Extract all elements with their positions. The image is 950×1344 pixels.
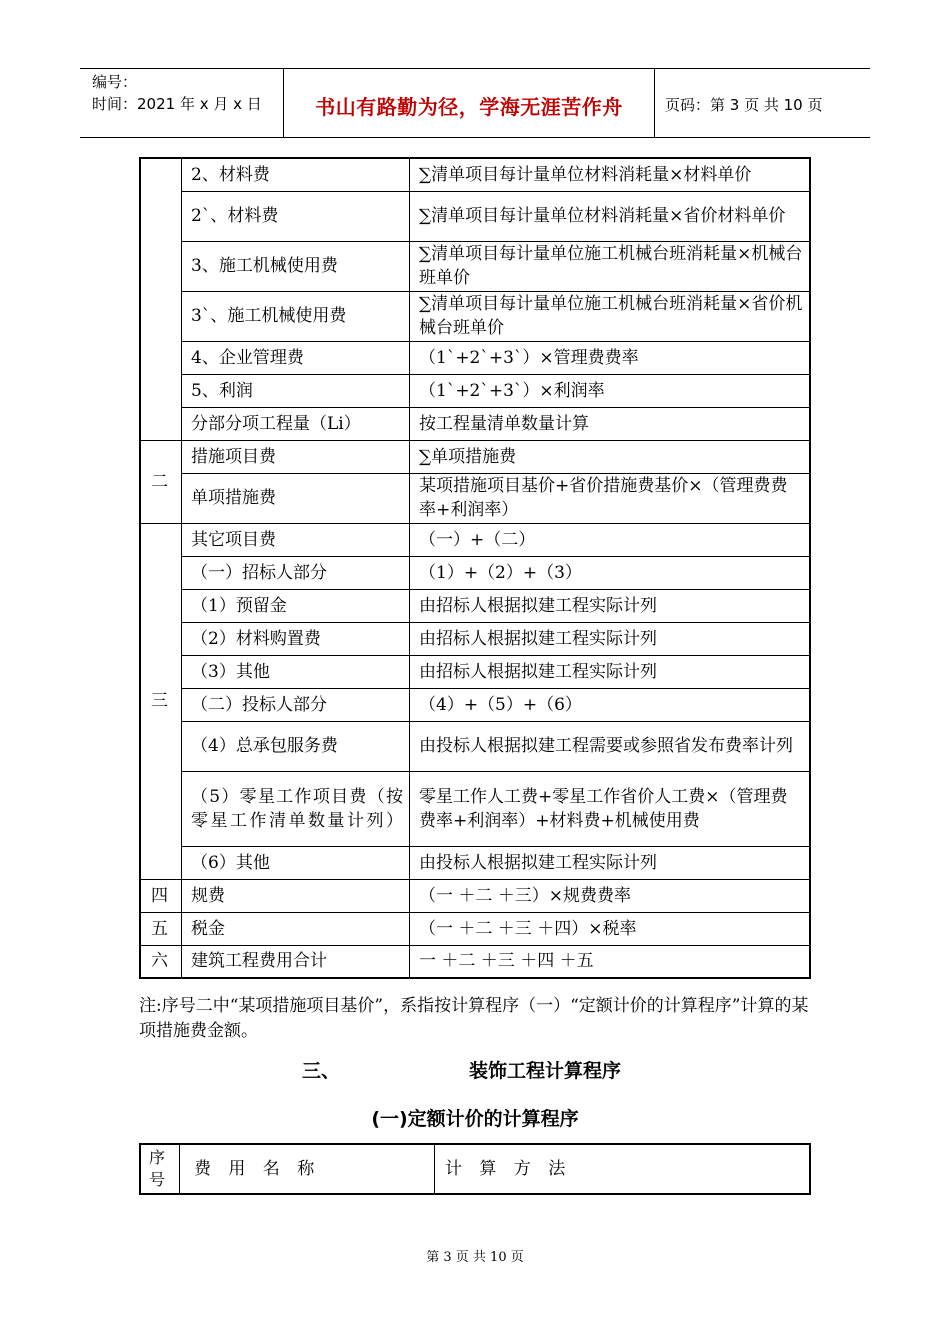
table-row bbox=[140, 158, 810, 191]
calc-method: ∑清单项目每计量单位施工机械台班消耗量×省价机械台班单价 bbox=[410, 291, 811, 341]
header-page-cell bbox=[655, 69, 870, 137]
calc-method: （1`+2`+3`）×管理费费率 bbox=[410, 341, 811, 374]
calc-method: 由投标人根据拟建工程实际计列 bbox=[410, 846, 811, 879]
header-motto-cell bbox=[284, 69, 655, 137]
fee-name: 单项措施费 bbox=[182, 473, 410, 523]
table-row bbox=[140, 771, 810, 846]
calc-method: （4）+（5）+（6） bbox=[410, 688, 811, 721]
fee-name: （二）投标人部分 bbox=[182, 688, 410, 721]
fee-name: 5、利润 bbox=[182, 374, 410, 407]
row-index: 五 bbox=[140, 912, 182, 945]
motto-text: 书山有路勤为径，学海无涯苦作舟 bbox=[315, 95, 623, 119]
row-index bbox=[140, 158, 182, 440]
table-note: 注:序号二中“某项措施项目基价”，系指按计算程序（一）“定额计价的计算程序”计算的某项措施费金额。 bbox=[139, 996, 809, 1041]
fee-name-text: （5）零星工作项目费（按零星工作清单数量计列） bbox=[191, 786, 403, 831]
header-fee-name: 费 用 名 称 bbox=[180, 1144, 435, 1194]
table-row bbox=[140, 341, 810, 374]
fee-name: 税金 bbox=[182, 912, 410, 945]
calc-method: （1`+2`+3`）×利润率 bbox=[410, 374, 811, 407]
table-row bbox=[140, 721, 810, 771]
fee-name: 3、施工机械使用费 bbox=[182, 241, 410, 291]
page-header bbox=[80, 68, 870, 138]
calc-method: 一 ＋二 ＋三 ＋四 ＋五 bbox=[410, 945, 811, 978]
calc-method: ∑单项措施费 bbox=[410, 440, 811, 473]
calc-method: 由招标人根据拟建工程实际计列 bbox=[410, 622, 811, 655]
fee-name: （一）招标人部分 bbox=[182, 556, 410, 589]
row-index: 三 bbox=[140, 523, 182, 879]
header-meta-cell bbox=[80, 69, 284, 137]
fee-calculation-table bbox=[139, 157, 811, 979]
fee-name: 其它项目费 bbox=[182, 523, 410, 556]
table-row bbox=[140, 523, 810, 556]
calc-method: （一）+（二） bbox=[410, 523, 811, 556]
fee-name: （1）预留金 bbox=[182, 589, 410, 622]
table-row bbox=[140, 912, 810, 945]
page-info: 页码：第 3 页 共 10 页 bbox=[665, 96, 823, 114]
table-row bbox=[140, 688, 810, 721]
table-row bbox=[140, 655, 810, 688]
calc-method: 由投标人根据拟建工程需要或参照省发布费率计列 bbox=[410, 721, 811, 771]
subsection-title: (一)定额计价的计算程序 bbox=[371, 1108, 579, 1130]
fee-name: （6）其他 bbox=[182, 846, 410, 879]
calc-method: 由招标人根据拟建工程实际计列 bbox=[410, 655, 811, 688]
calc-method: ∑清单项目每计量单位材料消耗量×材料单价 bbox=[410, 158, 811, 191]
fee-name: 建筑工程费用合计 bbox=[182, 945, 410, 978]
fee-name: 2、材料费 bbox=[182, 158, 410, 191]
fee-name: 分部分项工程量（Li） bbox=[182, 407, 410, 440]
calc-method: （1）+（2）+（3） bbox=[410, 556, 811, 589]
table-row bbox=[140, 407, 810, 440]
calc-method: ∑清单项目每计量单位施工机械台班消耗量×机械台班单价 bbox=[410, 241, 811, 291]
calc-method: 某项措施项目基价+省价措施费基价×（管理费费率+利润率） bbox=[410, 473, 811, 523]
calc-method: 由招标人根据拟建工程实际计列 bbox=[410, 589, 811, 622]
fee-name: （3）其他 bbox=[182, 655, 410, 688]
table-row bbox=[140, 879, 810, 912]
table-row bbox=[140, 191, 810, 241]
fee-name: 3`、施工机械使用费 bbox=[182, 291, 410, 341]
fee-name: （2）材料购置费 bbox=[182, 622, 410, 655]
calc-method: （一 ＋二 ＋三 ＋四）×税率 bbox=[410, 912, 811, 945]
table-row bbox=[140, 846, 810, 879]
row-index: 四 bbox=[140, 879, 182, 912]
time-label: 时间：2021 年 x 月 x 日 bbox=[92, 95, 262, 113]
calc-method: 零星工作人工费+零星工作省价人工费×（管理费费率+利润率）+材料费+机械使用费 bbox=[410, 771, 811, 846]
table-header-row bbox=[140, 1144, 810, 1194]
table-row bbox=[140, 473, 810, 523]
table-row bbox=[140, 556, 810, 589]
number-label: 编号： bbox=[92, 73, 138, 91]
fee-name: 规费 bbox=[182, 879, 410, 912]
fee-name: 2`、材料费 bbox=[182, 191, 410, 241]
header-calc-method: 计 算 方 法 bbox=[435, 1144, 811, 1194]
fee-name bbox=[182, 771, 410, 846]
table-row bbox=[140, 241, 810, 291]
fee-name: 4、企业管理费 bbox=[182, 341, 410, 374]
decoration-calculation-table-header bbox=[139, 1143, 811, 1195]
calc-method: （一 ＋二 ＋三）×规费费率 bbox=[410, 879, 811, 912]
table-row bbox=[140, 291, 810, 341]
table-row bbox=[140, 945, 810, 978]
fee-name: （4）总承包服务费 bbox=[182, 721, 410, 771]
table-row bbox=[140, 374, 810, 407]
calc-method: 按工程量清单数量计算 bbox=[410, 407, 811, 440]
row-index: 六 bbox=[140, 945, 182, 978]
fee-name: 措施项目费 bbox=[182, 440, 410, 473]
section-number: 三、 bbox=[302, 1060, 341, 1082]
table-row bbox=[140, 440, 810, 473]
table-row bbox=[140, 589, 810, 622]
section-title: 装饰工程计算程序 bbox=[469, 1060, 622, 1082]
page-footer: 第 3 页 共 10 页 bbox=[426, 1250, 524, 1265]
table-row bbox=[140, 622, 810, 655]
row-index: 二 bbox=[140, 440, 182, 523]
calc-method: ∑清单项目每计量单位材料消耗量×省价材料单价 bbox=[410, 191, 811, 241]
header-index: 序号 bbox=[140, 1144, 180, 1194]
